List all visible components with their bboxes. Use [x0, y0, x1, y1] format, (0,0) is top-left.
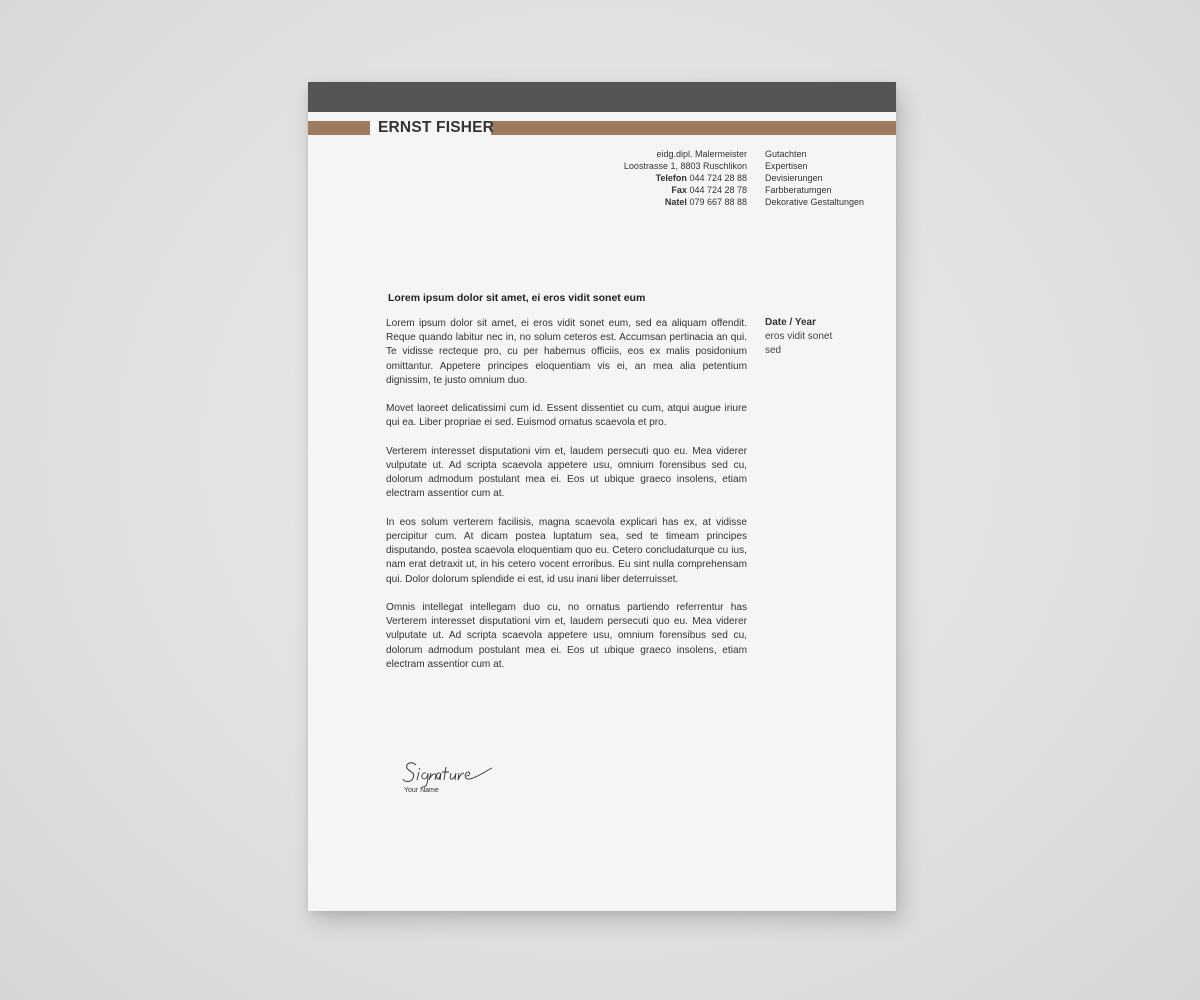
- date-line: eros vidit sonet: [765, 331, 833, 342]
- fax-label: Fax: [671, 185, 687, 195]
- accent-bar-right: [491, 121, 896, 135]
- phone-number: 044 724 28 88: [689, 173, 747, 183]
- contact-mobile-line: [624, 196, 747, 208]
- service-item: Devisierungen: [765, 173, 823, 183]
- date-line: sed: [765, 345, 782, 356]
- mobile-label: Natel: [664, 197, 687, 207]
- letter-subject: Lorem ipsum dolor sit amet, ei eros vidit sonet eum: [388, 292, 646, 304]
- accent-bar-left: [308, 121, 370, 135]
- date-title: Date / Year: [765, 317, 816, 328]
- contact-title: eidg.dipl. Malermeister: [656, 149, 747, 159]
- fax-number: 044 724 28 78: [689, 185, 747, 195]
- letterhead-page: [308, 82, 896, 911]
- body-paragraph: Movet laoreet delicatissimi cum id. Essent dissentiet cu cum, atqui augue iriure qui ea. Liber propriae ei sed. Euismod ornatus scaevola et pro.: [386, 403, 747, 429]
- body-paragraph: Lorem ipsum dolor sit amet, ei eros vidit sonet eum, sed ea aliquam offendit. Reque quando labitur nec in, no solum ceteros est. Accumsan pertinacia an qui. Te vidisse recteque pro, cu per habemus officiis, eos ex malis posidonium omittantur. Appetere principes eloquentiam vis ei, an mea alia petentium dignissim, te justo omnium duo.: [386, 318, 747, 386]
- contact-fax-line: [624, 184, 747, 196]
- company-name: ERNST FISHER: [378, 119, 495, 136]
- body-paragraph: In eos solum verterem facilisis, magna scaevola explicari has ex, at vidisse percipitur cum. At dicam postea luptatum sea, sed te timeam principes disputando, postea scaevola eloquentiam quo eu. Cetero concludaturque cu ius, nam erat detraxit ut, in his cetero vocent erroribus. Eu sint nulla comprehensam qui. Dolor dolorum splendide ei est, id usu inani liber deterruisset.: [386, 516, 747, 585]
- signature-graphic: [402, 758, 494, 788]
- services-list: [765, 148, 864, 208]
- service-item: Dekorative Gestaltungen: [765, 197, 865, 207]
- header-dark-bar: [308, 82, 896, 112]
- service-item: Farbberatumgen: [765, 185, 832, 195]
- contact-address: Loostrasse 1, 8803 Ruschlikon: [623, 161, 747, 171]
- body-paragraph: Verterem interesset disputationi vim et, laudem persecuti quo eu. Mea viderer vulputate ut. Ad scripta scaevola appetere usu, omnium forensibus sed cu, dolorum admodum postulant mea ei. Eos ut ubique graeco insolens, etiam electram assentior cum at.: [386, 445, 747, 500]
- mobile-number: 079 667 88 88: [689, 197, 747, 207]
- service-item: Gutachten: [765, 149, 807, 159]
- signature-text: Signature: [402, 758, 407, 759]
- contact-phone-line: [624, 172, 747, 184]
- contact-block: [624, 148, 747, 208]
- service-item: Expertisen: [765, 161, 808, 171]
- signer-name: Your Name: [404, 787, 439, 794]
- body-paragraph: Omnis intellegat intellegam duo cu, no ornatus partiendo referrentur has Verterem interesset disputationi vim et, laudem persecuti quo eu. Mea viderer vulputate ut. Ad scripta scaevola appetere usu, omnium forensibus sed cu, dolorum admodum postulant mea ei. Eos ut ubique graeco insolens, etiam electram assentior cum at.: [386, 602, 747, 670]
- letter-body: [386, 317, 747, 686]
- phone-label: Telefon: [655, 173, 687, 183]
- date-block: [765, 316, 832, 358]
